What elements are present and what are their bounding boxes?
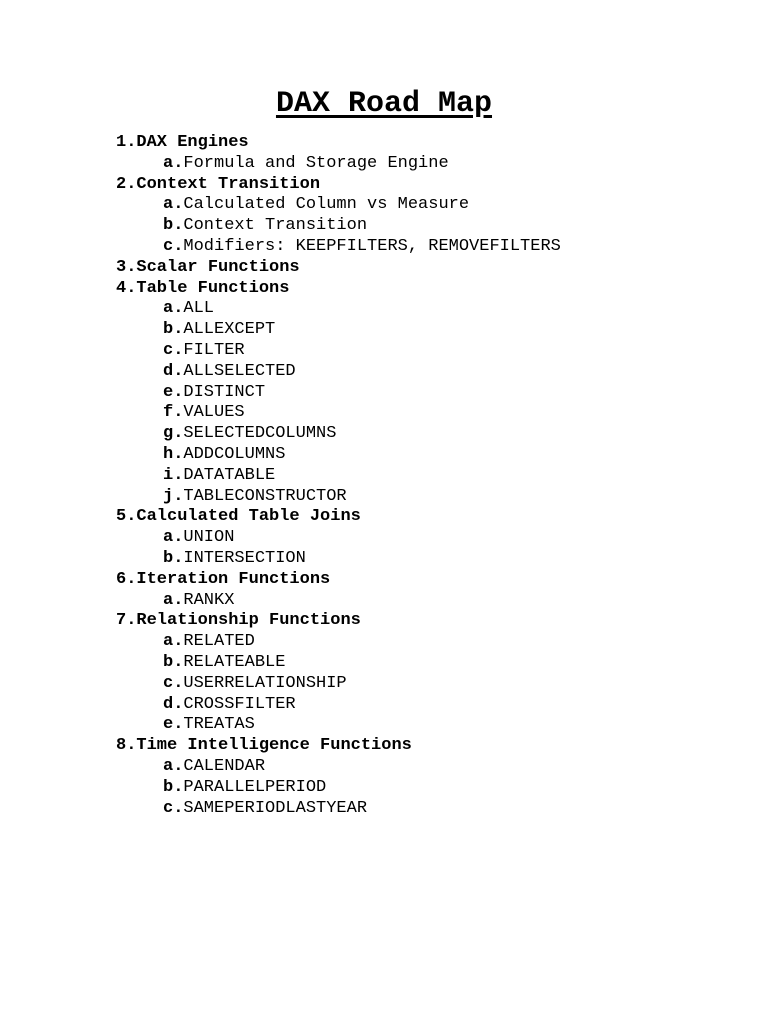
sub-item-text: TREATAS xyxy=(183,715,255,735)
section-title: Table Functions xyxy=(136,278,290,298)
section-title: Context Transition xyxy=(136,174,321,194)
sub-item xyxy=(116,715,561,736)
sub-item xyxy=(116,549,561,570)
sub-item xyxy=(116,403,561,424)
sub-item-letter: a. xyxy=(163,153,184,173)
section-item xyxy=(116,507,561,528)
sub-item-letter: a. xyxy=(163,590,184,610)
sub-item-letter: a. xyxy=(163,632,184,652)
section-title: Relationship Functions xyxy=(136,611,361,631)
section-title: Time Intelligence Functions xyxy=(136,736,412,756)
sub-item-letter: a. xyxy=(163,756,184,776)
sub-item xyxy=(116,216,561,237)
sub-item-text: UNION xyxy=(183,528,235,548)
section-number: 1. xyxy=(116,133,137,152)
sub-item-text: ALLSELECTED xyxy=(183,361,296,381)
sub-item-text: DISTINCT xyxy=(183,382,266,402)
sub-item-letter: a. xyxy=(163,195,184,215)
sub-item-letter: b. xyxy=(163,548,184,568)
sub-item-text: Modifiers: KEEPFILTERS, REMOVEFILTERS xyxy=(183,236,561,256)
sub-item-letter: b. xyxy=(163,777,184,797)
sub-item-text: FILTER xyxy=(183,340,245,360)
sub-item-text: DATATABLE xyxy=(183,465,276,485)
section-title: Scalar Functions xyxy=(136,257,300,277)
section-item xyxy=(116,175,561,196)
sub-item-text: CROSSFILTER xyxy=(183,694,296,714)
sub-item-letter: c. xyxy=(163,340,184,360)
sub-item-text: Formula and Storage Engine xyxy=(183,153,449,173)
sub-item-text: CALENDAR xyxy=(183,756,266,776)
sub-item xyxy=(116,299,561,320)
sub-item-letter: d. xyxy=(163,361,184,381)
sub-item-text: SELECTEDCOLUMNS xyxy=(183,424,337,444)
sub-item xyxy=(116,695,561,716)
sub-item-letter: c. xyxy=(163,673,184,693)
sub-item-letter: a. xyxy=(163,528,184,548)
sub-item-letter: f. xyxy=(163,403,184,423)
sub-item xyxy=(116,154,561,175)
document-title: DAX Road Map xyxy=(275,87,493,121)
section-item xyxy=(116,279,561,300)
sub-item-letter: b. xyxy=(163,652,184,672)
sub-item xyxy=(116,320,561,341)
section-number: 5. xyxy=(116,507,137,527)
sub-item xyxy=(116,487,561,508)
sub-item-letter: b. xyxy=(163,320,184,340)
roadmap-outline xyxy=(116,133,561,819)
sub-item-text: RANKX xyxy=(183,590,235,610)
sub-item-text: ADDCOLUMNS xyxy=(183,444,286,464)
section-item xyxy=(116,736,561,757)
sub-item xyxy=(116,757,561,778)
sub-item-text: ALL xyxy=(183,299,215,319)
sub-item xyxy=(116,674,561,695)
sub-item-letter: b. xyxy=(163,216,184,236)
sub-item xyxy=(116,632,561,653)
sub-item-text: PARALLELPERIOD xyxy=(183,777,327,797)
section-title: Iteration Functions xyxy=(136,569,331,589)
sub-item xyxy=(116,383,561,404)
sub-item xyxy=(116,466,561,487)
sub-item-letter: j. xyxy=(163,486,184,506)
sub-item-letter: i. xyxy=(163,465,184,485)
sub-item xyxy=(116,341,561,362)
sub-item xyxy=(116,237,561,258)
section-number: 4. xyxy=(116,278,137,298)
sub-item-text: Calculated Column vs Measure xyxy=(183,195,470,215)
sub-item xyxy=(116,778,561,799)
section-number: 8. xyxy=(116,736,137,756)
sub-item xyxy=(116,591,561,612)
sub-item xyxy=(116,799,561,820)
sub-item-letter: e. xyxy=(163,715,184,735)
sub-item-letter: a. xyxy=(163,299,184,319)
section-item xyxy=(116,611,561,632)
sub-item-text: Context Transition xyxy=(183,216,368,236)
sub-item-text: SAMEPERIODLASTYEAR xyxy=(183,798,368,818)
section-number: 7. xyxy=(116,611,137,631)
sub-item xyxy=(116,653,561,674)
sub-item xyxy=(116,445,561,466)
sub-item xyxy=(116,424,561,445)
sub-item-letter: c. xyxy=(163,236,184,256)
sub-item-letter: d. xyxy=(163,694,184,714)
sub-item-text: TABLECONSTRUCTOR xyxy=(183,486,347,506)
sub-item-letter: e. xyxy=(163,382,184,402)
sub-item-letter: c. xyxy=(163,798,184,818)
sub-item-text: ALLEXCEPT xyxy=(183,320,276,340)
sub-item-text: USERRELATIONSHIP xyxy=(183,673,347,693)
sub-item-text: RELATED xyxy=(183,632,255,652)
section-number: 6. xyxy=(116,569,137,589)
sub-item-letter: g. xyxy=(163,424,184,444)
section-title: Calculated Table Joins xyxy=(136,507,361,527)
sub-item xyxy=(116,362,561,383)
sub-item-text: VALUES xyxy=(183,403,245,423)
sub-item-letter: h. xyxy=(163,444,184,464)
section-number: 3. xyxy=(116,257,137,277)
sub-item xyxy=(116,528,561,549)
section-item xyxy=(116,258,561,279)
section-number: 2. xyxy=(116,174,137,194)
sub-item xyxy=(116,195,561,216)
sub-item-text: RELATEABLE xyxy=(183,652,286,672)
section-title: DAX Engines xyxy=(136,133,249,152)
sub-item-text: INTERSECTION xyxy=(183,548,306,568)
section-item xyxy=(116,133,561,154)
section-item xyxy=(116,570,561,591)
